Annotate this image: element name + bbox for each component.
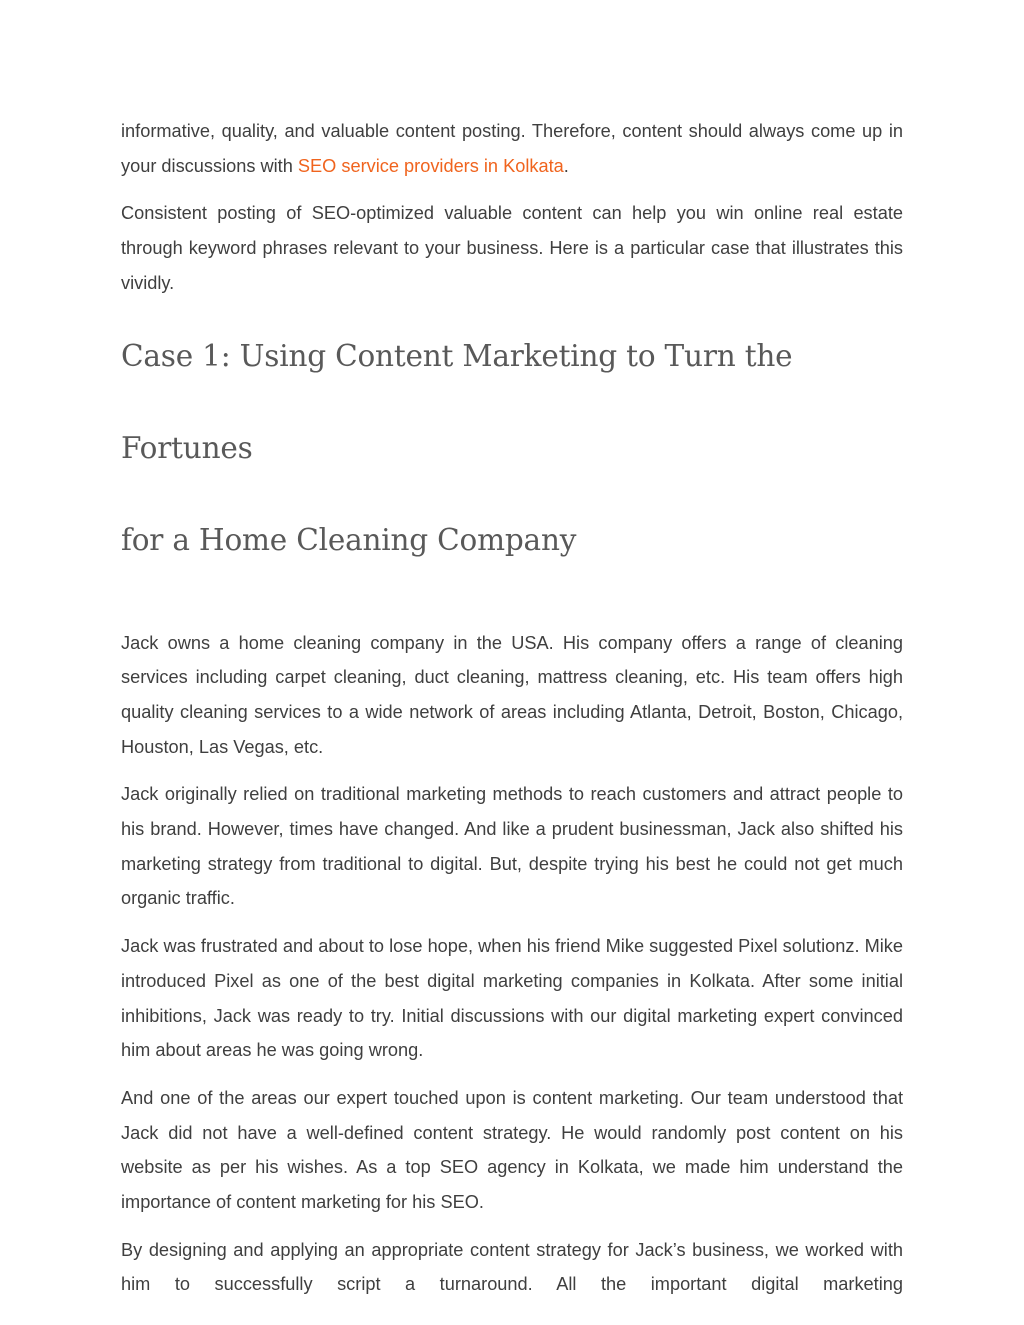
case-1-heading <box>121 310 903 586</box>
case-1-heading-line-2: for a Home Cleaning Company <box>121 522 577 557</box>
case-1-paragraph-1: Jack owns a home cleaning company in the USA. His company offers a range of cleaning services including carpet cleaning, duct cleaning, mattress cleaning, etc. His team offers high quality cleaning services to a wide network of areas including Atlanta, Detroit, Boston, Chicago, Houston, Las Vegas, etc. <box>121 632 903 757</box>
case-1-paragraph-2: Jack originally relied on traditional marketing methods to reach customers and attract people to his brand. However, times have changed. And like a prudent businessman, Jack also shifted his marketing strategy from traditional to digital. But, despite trying his best he could not get much organic traffic. <box>121 784 903 909</box>
intro-paragraph-1-text: informative, quality, and valuable content posting. Therefore, content should always come up in your discussions with <box>121 121 903 176</box>
intro-paragraph-2: Consistent posting of SEO-optimized valuable content can help you win online real estate through keyword phrases relevant to your business. Here is a particular case that illustrates this vividly. <box>121 203 903 293</box>
document-page <box>121 114 903 1315</box>
case-1-paragraph-3: Jack was frustrated and about to lose hope, when his friend Mike suggested Pixel solutionz. Mike introduced Pixel as one of the best digital marketing companies in Kolkata. After some initial inhibitions, Jack was ready to try. Initial discussions with our digital marketing expert convinced him about areas he was going wrong. <box>121 936 903 1061</box>
case-1-heading-line-1: Case 1: Using Content Marketing to Turn the Fortunes <box>121 338 793 465</box>
case-1-paragraph-5: By designing and applying an appropriate content strategy for Jack’s business, we worked with him to successfully script a turnaround. All the important digital marketing <box>121 1239 903 1295</box>
intro-paragraph-1-end: . <box>563 155 569 176</box>
seo-service-providers-link[interactable]: SEO service providers in Kolkata <box>297 155 564 176</box>
intro-paragraph-1 <box>121 114 903 183</box>
case-1-paragraph-4: And one of the areas our expert touched upon is content marketing. Our team understood that Jack did not have a well-defined content strategy. He would randomly post content on his website as per his wishes. As a top SEO agency in Kolkata, we made him understand the importance of content marketing for his SEO. <box>121 1087 903 1213</box>
